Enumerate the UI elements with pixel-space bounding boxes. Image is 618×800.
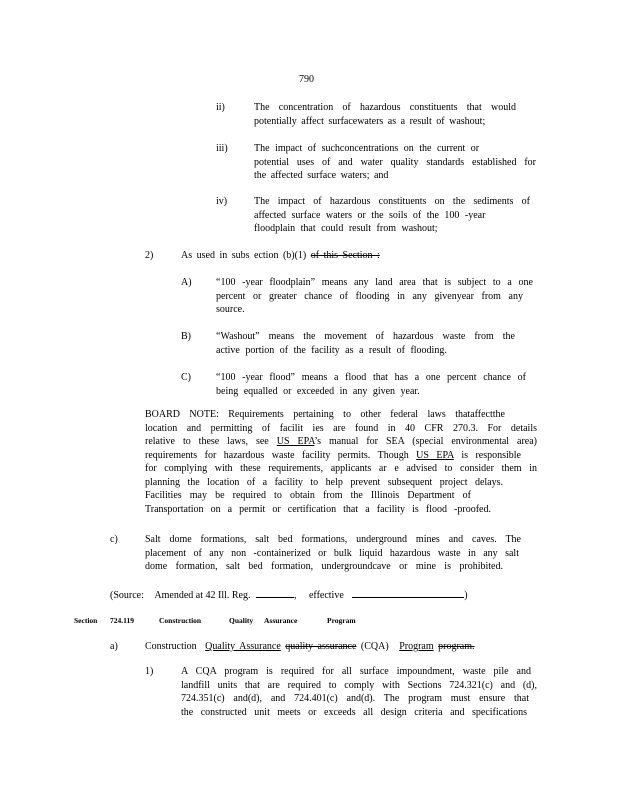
text-line: landfill units that are required to comply with Sections 724.321(c) and (d), [181, 679, 537, 691]
text-span: relative to these laws, see [145, 436, 269, 447]
struck-text: program. [438, 641, 475, 652]
source-line [110, 587, 468, 603]
text-span: requirements for hazardous waste facility permits. Though [145, 449, 409, 461]
struck-text: quality assurance [285, 641, 357, 652]
text-line: “100 -year floodplain” means any land area that is subject to a one [216, 277, 533, 288]
item-text [145, 533, 521, 574]
page-number: 790 [299, 74, 314, 85]
text-line: BOARD NOTE: Requirements pertaining to other federal laws thataffectthe [145, 409, 505, 420]
subitem-text [254, 101, 516, 128]
item-text-main: As used in subs ection (b)(1) [181, 250, 307, 261]
struck-text: of this Section : [310, 250, 380, 261]
section-number: 724.119 [110, 616, 134, 625]
text-line: dome formation, salt bed formation, undergroundcave or mine is prohibited. [145, 561, 503, 572]
section-label: Section [74, 616, 98, 625]
source-amended: Amended at 42 Ill. Reg. [154, 590, 251, 601]
subitem-text [254, 142, 536, 183]
board-note [145, 408, 537, 516]
item-text [145, 640, 475, 654]
underlined-text: Quality Assurance [205, 641, 281, 652]
source-comma: , [293, 590, 297, 601]
underlined-text: Program [399, 641, 434, 652]
text-line: planning the location of a facility to help prevent subsequent project delays. [145, 476, 503, 488]
text-line [145, 449, 521, 463]
underlined-text: US EPA [416, 449, 454, 461]
text-span: (CQA) [360, 641, 389, 652]
subitem-label: iv) [216, 196, 228, 207]
text-line: Facilities may be required to obtain from the Illinois Department of [145, 490, 471, 501]
text-line: Transportation on a permit or certification that a facility is flood -proofed. [145, 503, 491, 515]
section-title-word: Program [327, 616, 356, 625]
text-span: Construction [145, 641, 197, 652]
definition-label: C) [181, 372, 191, 383]
text-line: 724.351(c) and(d), and 724.401(c) and(d). The program must ensure that [181, 693, 529, 704]
text-line: the affected surface waters; and [254, 170, 389, 181]
text-line: Salt dome formations, salt bed formations, underground mines and caves. The [145, 534, 521, 545]
item-label: 1) [145, 666, 154, 677]
text-line: source. [216, 304, 245, 315]
item-text [181, 665, 537, 719]
register-blank [256, 587, 294, 598]
text-line: for complying with these requirements, applicants ar e advised to consider them in [145, 463, 537, 474]
text-line: placement of any non -containerized or bulk liquid hazardous waste in any salt [145, 547, 519, 559]
subitem-label: iii) [216, 143, 228, 154]
text-line: affected surface waters or the soils of the 100 -year [254, 209, 486, 221]
effective-date-blank [352, 587, 464, 598]
definition-text [216, 276, 533, 317]
text-line: percent or greater chance of flooding in any givenyear from any [216, 290, 523, 302]
source-close: ) [464, 590, 468, 601]
text-line: A CQA program is required for all surface impoundment, waste pile and [181, 666, 531, 677]
text-span: ’s manual for SEA (special environmental area) [314, 436, 538, 447]
definition-text [216, 371, 526, 398]
section-title-word: Construction [159, 616, 202, 625]
item-label: a) [110, 641, 118, 652]
text-line: potentially affect surfacewaters as a result of washout; [254, 115, 486, 127]
section-title-word: Assurance [264, 616, 298, 625]
definition-text [216, 330, 515, 357]
underlined-text: US EPA [276, 436, 315, 447]
text-line: The concentration of hazardous constituents that would [254, 102, 516, 113]
definition-label: B) [181, 331, 191, 342]
text-line: The impact of hazardous constituents on the sediments of [254, 196, 530, 207]
text-line: The impact of suchconcentrations on the current or [254, 143, 480, 154]
text-line: active portion of the facility as a result of flooding. [216, 344, 447, 356]
subitem-text [254, 195, 530, 236]
text-line: floodplain that could result from washout; [254, 223, 438, 234]
definition-label: A) [181, 277, 192, 288]
item-text [181, 249, 380, 263]
text-line: “100 -year flood” means a flood that has a one percent chance of [216, 372, 526, 383]
source-effective: effective [308, 590, 344, 601]
item-label: c) [110, 534, 118, 545]
text-line: potential uses of and water quality standards established for [254, 156, 536, 168]
text-line: “Washout” means the movement of hazardous waste from the [216, 331, 515, 342]
text-line: being equalled or exceeded in any given year. [216, 385, 420, 397]
text-line [145, 435, 537, 449]
text-span: is responsible [461, 449, 521, 461]
section-title-word: Quality [229, 616, 254, 625]
text-line: location and permitting of facilit ies are found in 40 CFR 270.3. For details [145, 422, 537, 434]
item-label: 2) [145, 250, 154, 261]
text-line: the constructed unit meets or exceeds all design criteria and specifications [181, 706, 527, 718]
subitem-label: ii) [216, 102, 225, 113]
source-open: (Source: [110, 590, 144, 601]
